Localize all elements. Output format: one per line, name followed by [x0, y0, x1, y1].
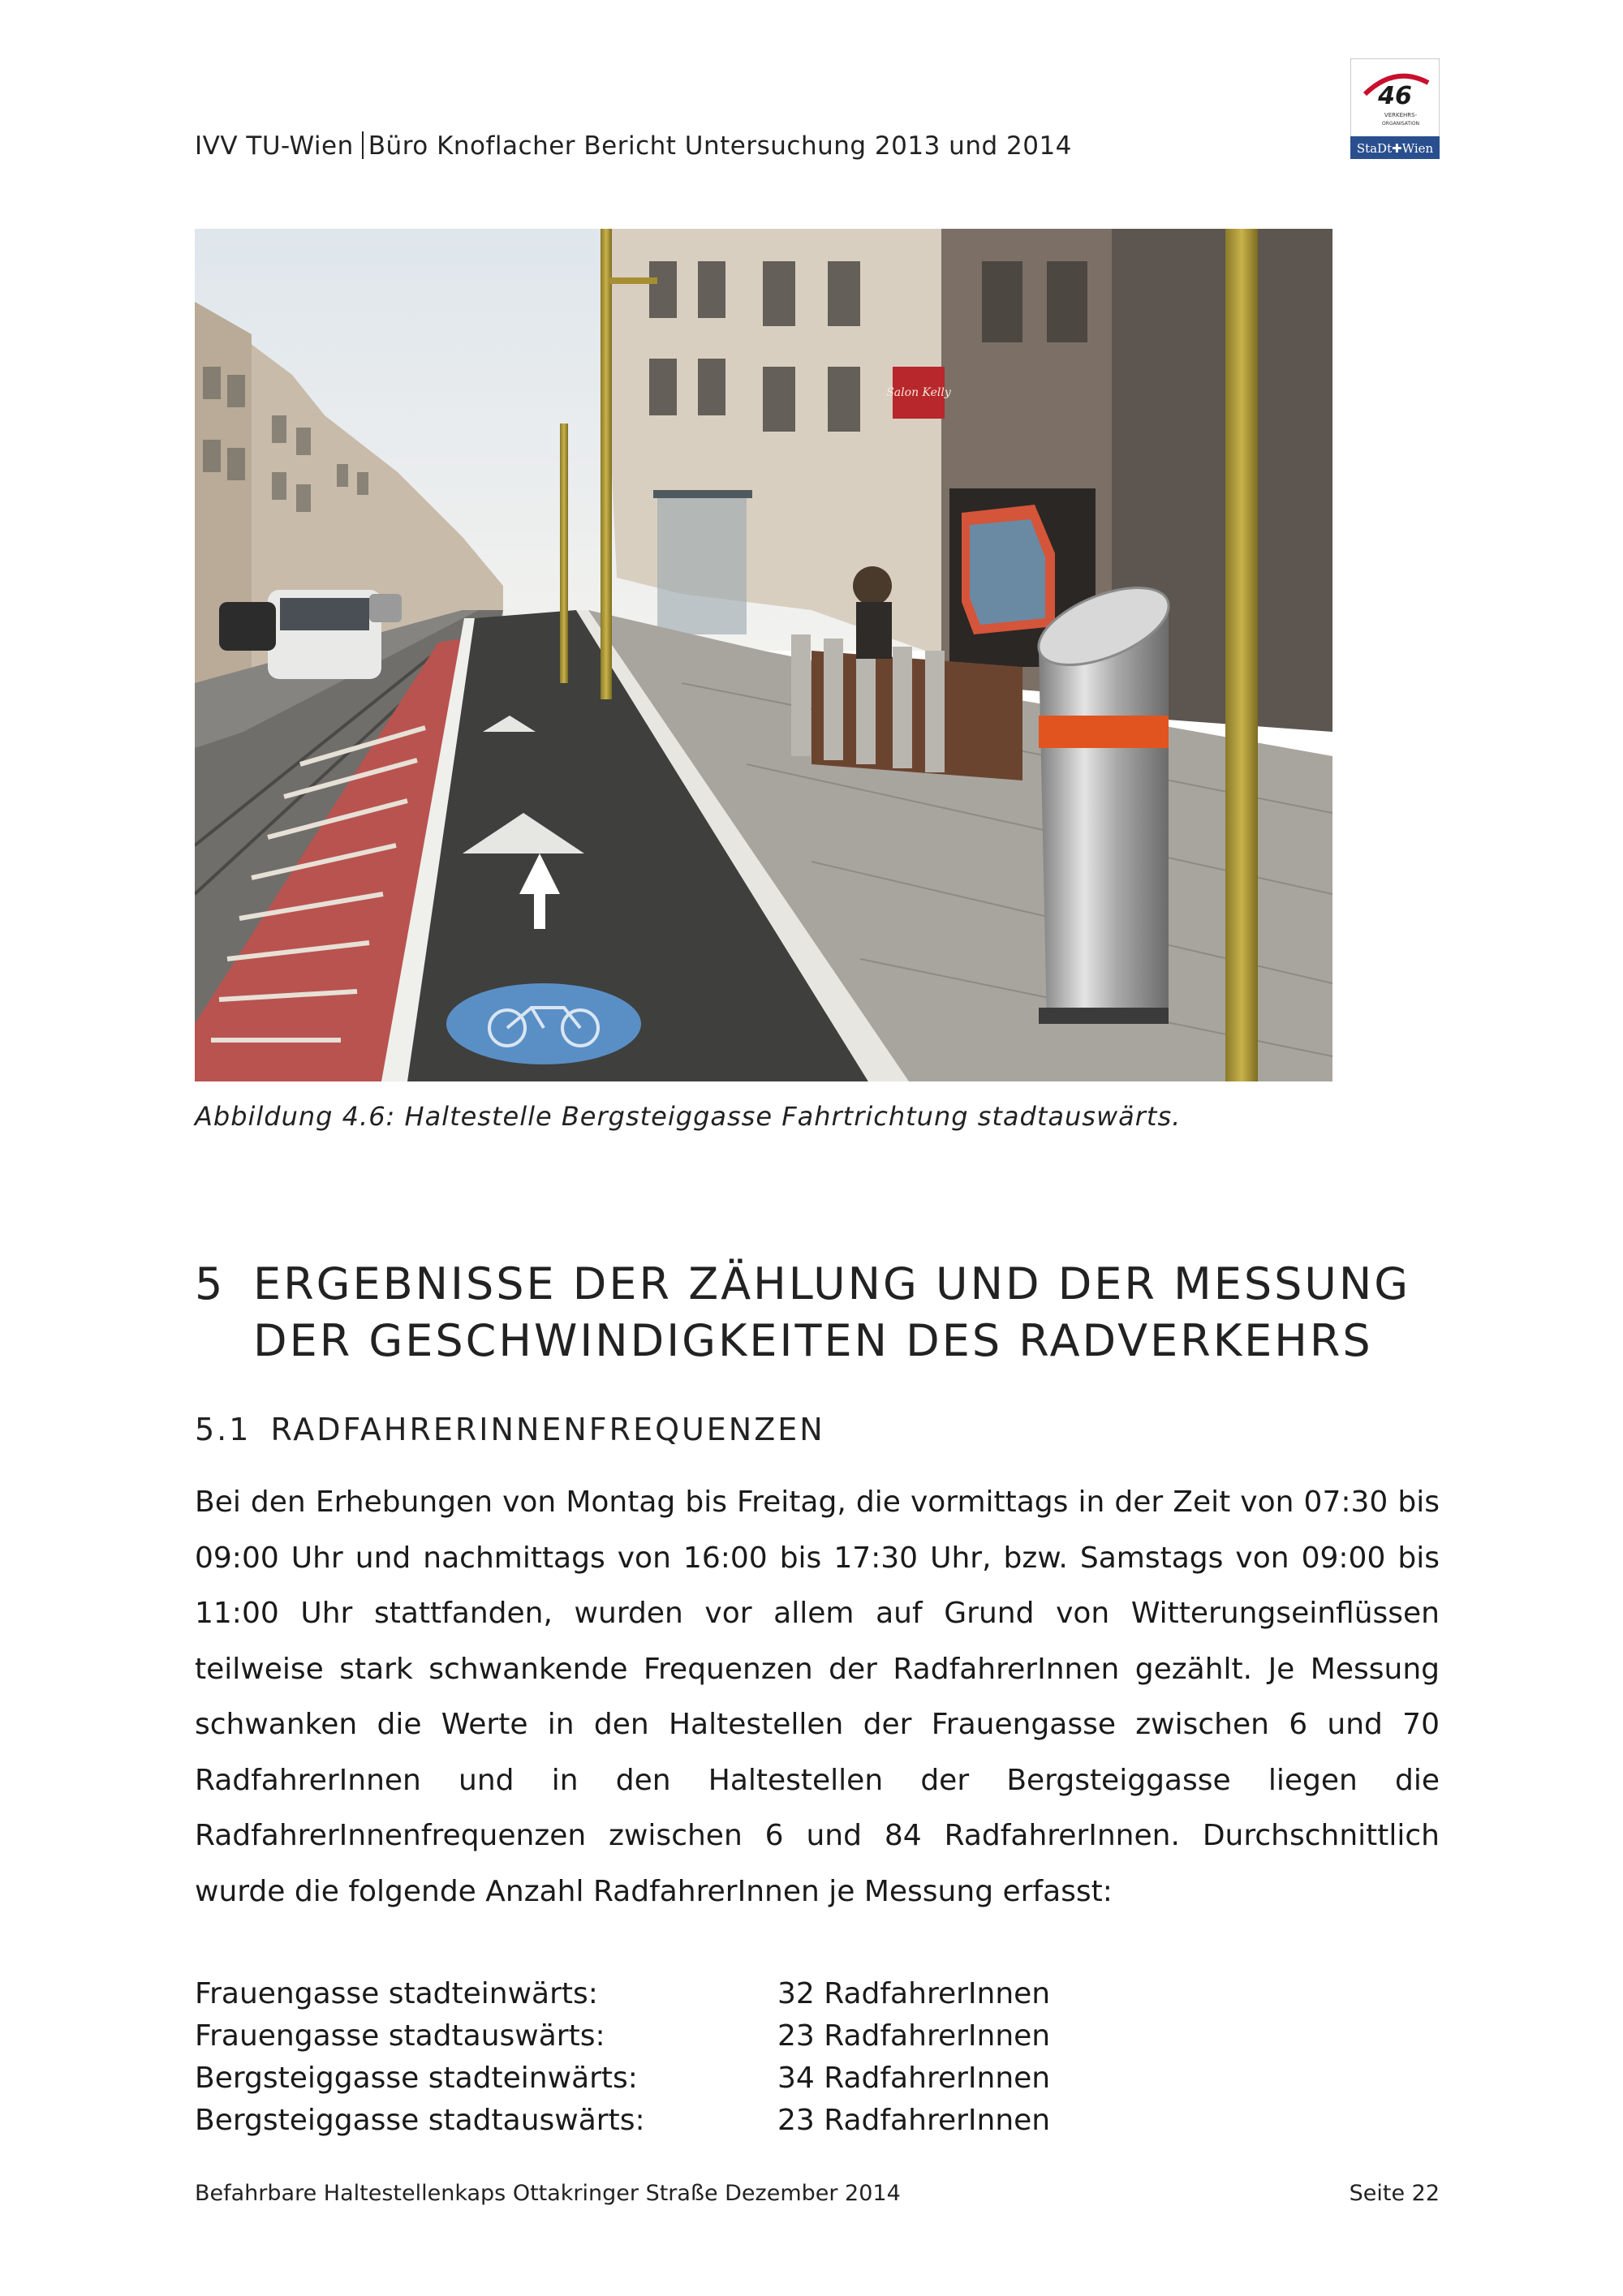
section-number: 5.1: [195, 1412, 252, 1447]
header-institution: IVV TU-Wien: [195, 131, 354, 161]
count-value: 34 RadfahrerInnen: [777, 2062, 1051, 2095]
svg-text:StaDt✚Wien: StaDt✚Wien: [1356, 141, 1434, 156]
count-value: 23 RadfahrerInnen: [777, 2104, 1051, 2137]
svg-text:VERKEHRS-: VERKEHRS-: [1384, 112, 1418, 118]
count-location: Frauengasse stadtauswärts:: [195, 2019, 605, 2053]
svg-text:ORGANISATION: ORGANISATION: [1381, 121, 1420, 127]
footer-page-number: Seite 22: [1349, 2181, 1440, 2206]
header-separator: [362, 131, 364, 159]
section-heading: [195, 1412, 825, 1447]
svg-text:Salon Kelly: Salon Kelly: [886, 386, 951, 399]
page-header: [195, 131, 1072, 161]
counts-list: [195, 1973, 1050, 2142]
count-row: [195, 2100, 1050, 2142]
count-location: Bergsteiggasse stadteinwärts:: [195, 2062, 638, 2095]
ma46-logo: [1350, 58, 1440, 159]
body-paragraph: Bei den Erhebungen von Montag bis Freitag, die vormittags in der Zeit von 07:30 bis 09:00 Uhr und nachmittags von 16:00 bis 17:30 Uhr, bzw. Samstags von 09:00 bis 11:00 Uhr stattfanden, wurden vor allem auf Grund von Witterungseinflüssen teilweise stark schwankende Frequenzen der RadfahrerInnen gezählt. Je Messung schwanken die Werte in den Haltestellen der Frauengasse zwischen 6 und 70 RadfahrerInnen und in den Haltestellen der Bergsteiggasse liegen die RadfahrerInnenfrequenzen zwischen 6 und 84 RadfahrerInnen. Durchschnittlich wurde die folgende Anzahl RadfahrerInnen je Messung erfasst:: [195, 1486, 1440, 1908]
street-photo: [195, 229, 1332, 1081]
section-title: RADFAHRERINNENFREQUENZEN: [270, 1412, 825, 1447]
chapter-heading: [195, 1256, 1444, 1369]
footer-document-title: Befahrbare Haltestellenkaps Ottakringer Straße Dezember 2014: [195, 2181, 901, 2206]
header-report-title: Büro Knoflacher Bericht Untersuchung 2013 und 2014: [368, 131, 1072, 161]
count-location: Frauengasse stadteinwärts:: [195, 1977, 598, 2010]
count-location: Bergsteiggasse stadtauswärts:: [195, 2104, 645, 2137]
count-row: [195, 2057, 1050, 2100]
svg-text:46: 46: [1378, 82, 1412, 110]
chapter-number: 5: [195, 1258, 226, 1309]
chapter-title: ERGEBNISSE DER ZÄHLUNG UND DER MESSUNG DER GESCHWINDIGKEITEN DES RADVERKEHRS: [253, 1258, 1411, 1366]
count-row: [195, 2015, 1050, 2057]
count-row: [195, 1973, 1050, 2015]
count-value: 32 RadfahrerInnen: [777, 1977, 1051, 2010]
figure-caption: Abbildung 4.6: Haltestelle Bergsteiggasse Fahrtrichtung stadtauswärts.: [195, 1101, 1182, 1132]
count-value: 23 RadfahrerInnen: [777, 2019, 1051, 2053]
